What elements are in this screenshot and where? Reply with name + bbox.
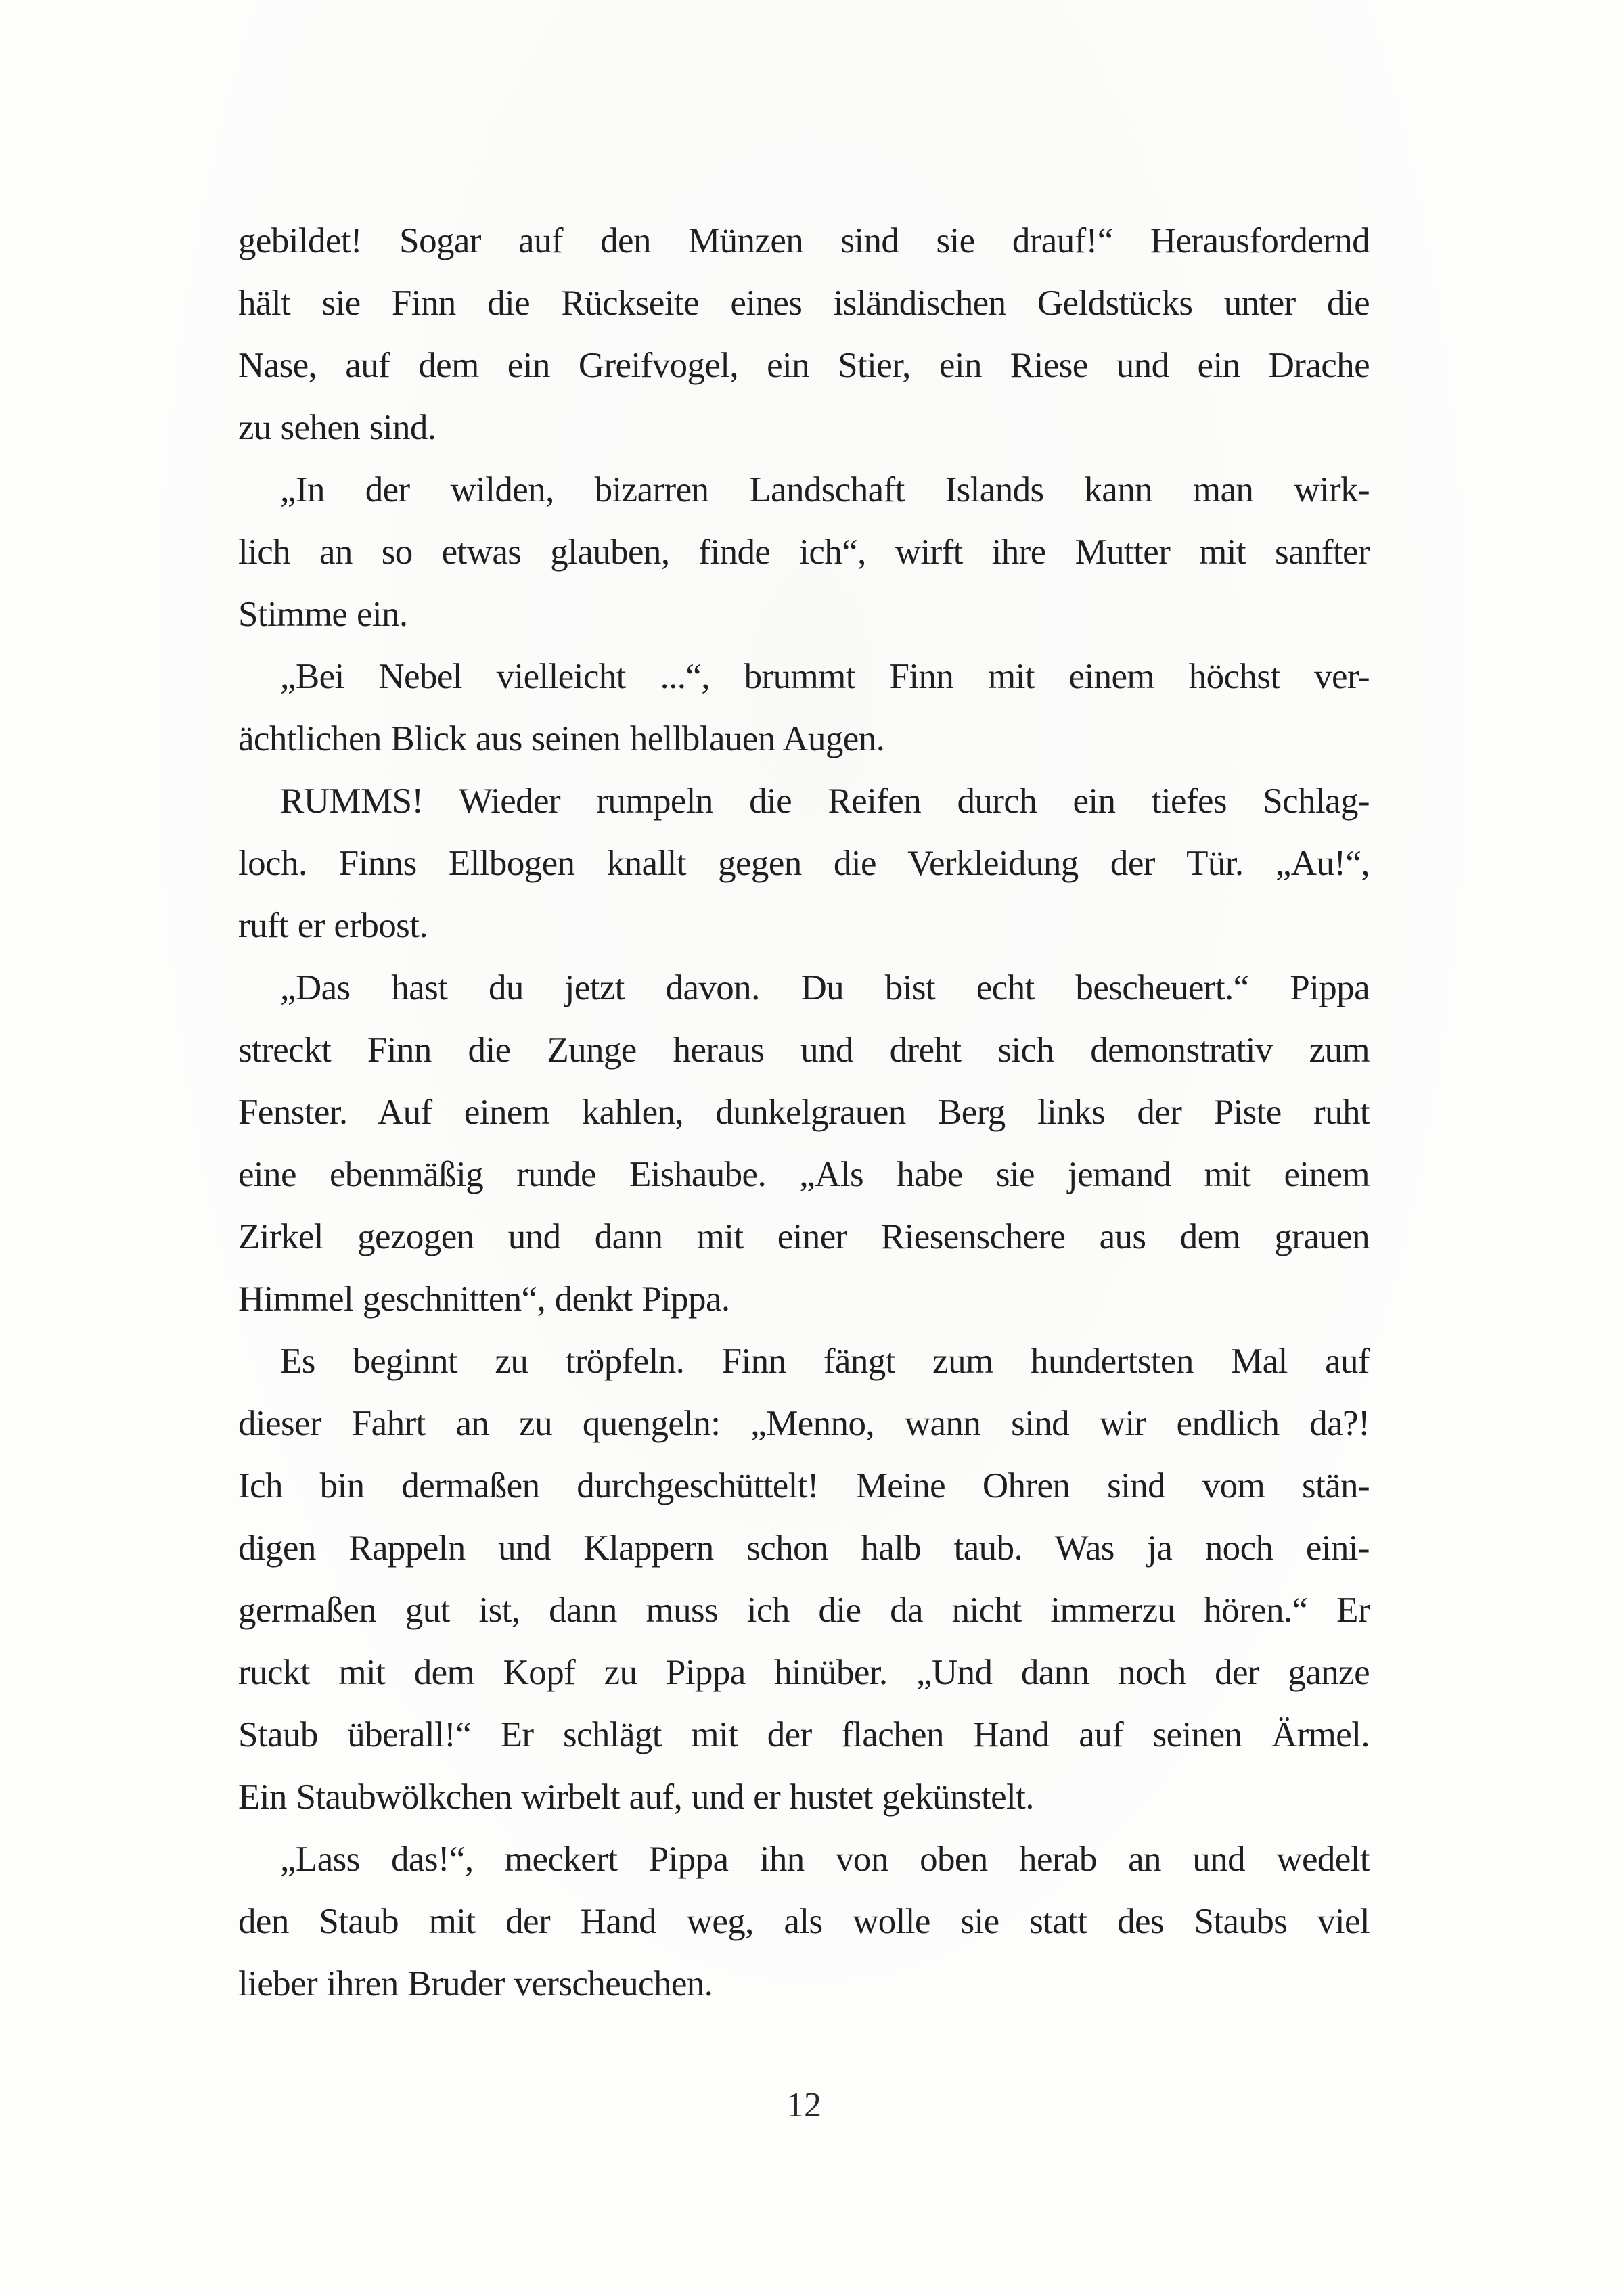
text-line: dieser Fahrt an zu quengeln: „Menno, wann sind wir endlich da?!: [238, 1404, 1370, 1443]
text-line: den Staub mit der Hand weg, als wolle sie statt des Staubs viel: [238, 1902, 1370, 1941]
text-line: lich an so etwas glauben, finde ich“, wirft ihre Mutter mit sanfter: [238, 532, 1370, 572]
text-line: digen Rappeln und Klappern schon halb taub. Was ja noch eini-: [238, 1528, 1370, 1568]
text-block: [238, 210, 1370, 2015]
text-line: Zirkel gezogen und dann mit einer Riesenschere aus dem grauen: [238, 1217, 1370, 1256]
text-line: loch. Finns Ellbogen knallt gegen die Verkleidung der Tür. „Au!“,: [238, 844, 1370, 883]
text-line: gebildet! Sogar auf den Münzen sind sie drauf!“ Herausfordernd: [238, 221, 1370, 260]
text-line: zu sehen sind.: [238, 408, 436, 447]
text-line: „Das hast du jetzt davon. Du bist echt bescheuert.“ Pippa: [280, 968, 1370, 1007]
paragraph: [238, 1330, 1370, 1828]
text-line: „In der wilden, bizarren Landschaft Islands kann man wirk-: [280, 470, 1370, 509]
paragraph: [238, 770, 1370, 957]
text-line: Himmel geschnitten“, denkt Pippa.: [238, 1279, 730, 1319]
paragraph: [238, 1828, 1370, 2015]
text-line: „Lass das!“, meckert Pippa ihn von oben herab an und wedelt: [280, 1840, 1370, 1879]
paragraph: [238, 957, 1370, 1330]
text-line: Ich bin dermaßen durchgeschüttelt! Meine Ohren sind vom stän-: [238, 1466, 1370, 1505]
text-line: germaßen gut ist, dann muss ich die da nicht immerzu hören.“ Er: [238, 1591, 1370, 1630]
text-line: Fenster. Auf einem kahlen, dunkelgrauen Berg links der Piste ruht: [238, 1093, 1370, 1132]
text-line: Nase, auf dem ein Greifvogel, ein Stier, ein Riese und ein Drache: [238, 346, 1370, 385]
paragraph: [238, 459, 1370, 645]
paragraph: [238, 210, 1370, 459]
text-line: ruckt mit dem Kopf zu Pippa hinüber. „Und dann noch der ganze: [238, 1653, 1370, 1692]
text-line: streckt Finn die Zunge heraus und dreht sich demonstrativ zum: [238, 1030, 1370, 1070]
text-line: „Bei Nebel vielleicht ...“, brummt Finn mit einem höchst ver-: [280, 657, 1370, 696]
text-line: RUMMS! Wieder rumpeln die Reifen durch ein tiefes Schlag-: [280, 781, 1370, 821]
text-line: Ein Staubwölkchen wirbelt auf, und er hustet gekünstelt.: [238, 1777, 1034, 1817]
text-line: Staub überall!“ Er schlägt mit der flachen Hand auf seinen Ärmel.: [238, 1715, 1370, 1754]
text-line: hält sie Finn die Rückseite eines isländischen Geldstücks unter die: [238, 283, 1370, 323]
page-number: 12: [786, 2086, 821, 2124]
text-line: lieber ihren Bruder verscheuchen.: [238, 1964, 713, 2003]
text-line: Es beginnt zu tröpfeln. Finn fängt zum hundertsten Mal auf: [280, 1342, 1370, 1381]
text-line: ächtlichen Blick aus seinen hellblauen Augen.: [238, 719, 885, 758]
paragraph: [238, 645, 1370, 770]
text-line: eine ebenmäßig runde Eishaube. „Als habe sie jemand mit einem: [238, 1155, 1370, 1194]
text-line: ruft er erbost.: [238, 906, 428, 945]
text-line: Stimme ein.: [238, 595, 408, 634]
